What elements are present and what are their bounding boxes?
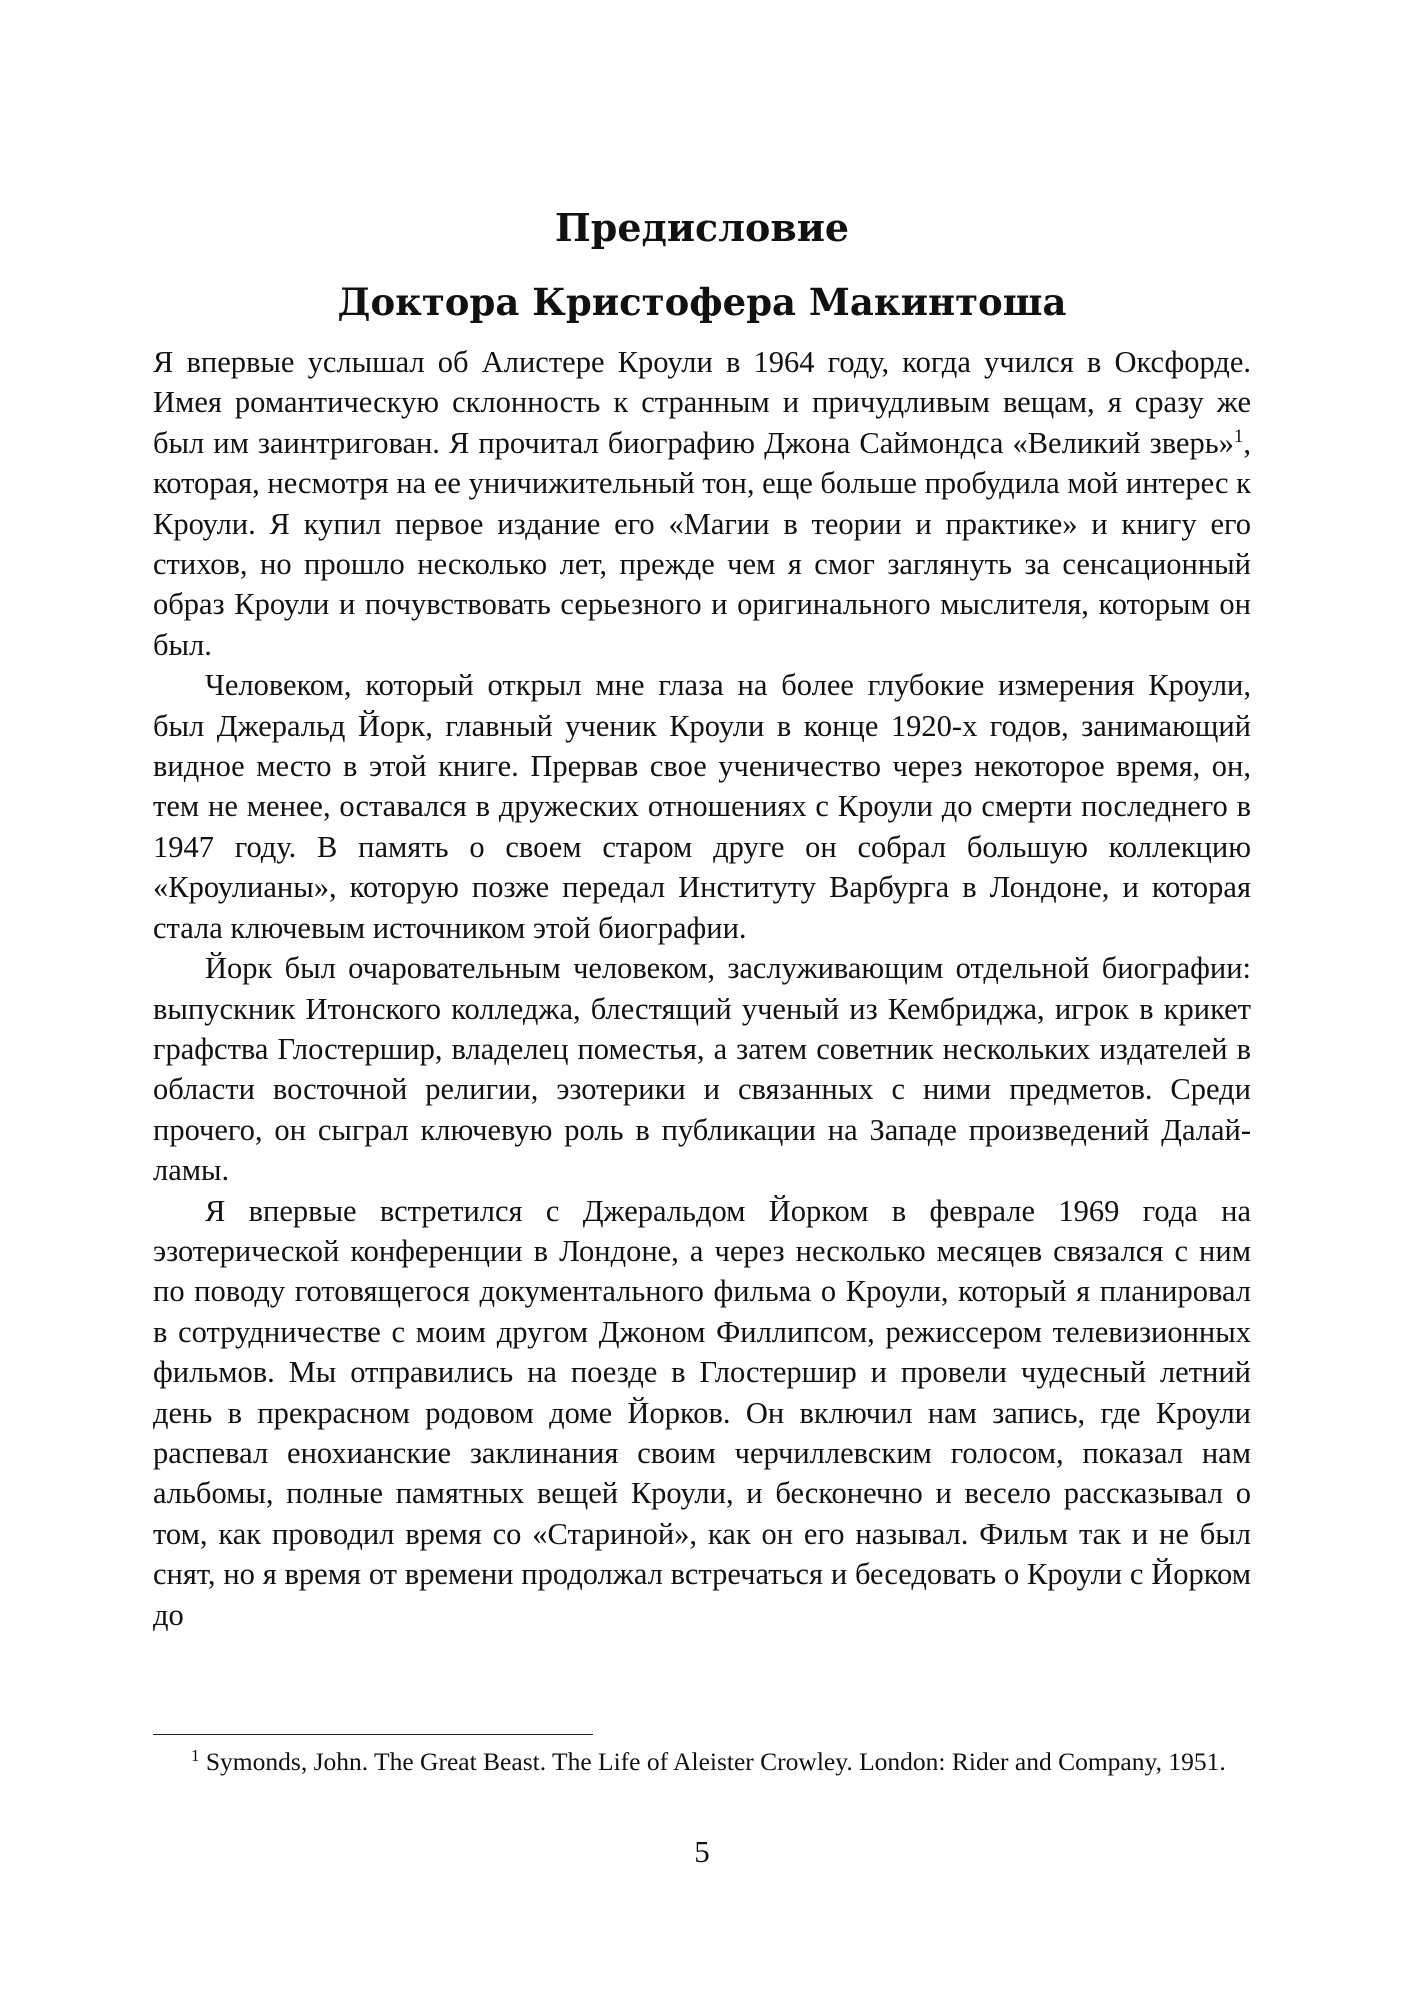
book-page	[153, 0, 1251, 2000]
footnote-number: 1	[191, 1745, 200, 1765]
page-number: 5	[694, 1834, 710, 1869]
body-text	[153, 342, 1251, 1635]
paragraph-2: Человеком, который открыл мне глаза на более глубокие измерения Кроули, был Джеральд Йорк, главный ученик Кроули в конце 1920-х годов, занимающий видное место в этой книге. Прервав свое ученичество через некоторое время, он, тем не менее, оставался в дружеских отношениях с Кроули до смерти последнего в 1947 году. В память о своем старом друге он собрал большую коллекцию «Кроулианы», которую позже передал Институту Варбурга в Лондоне, и которая стала ключевым источником этой биографии.	[153, 668, 1251, 945]
paragraph-3: Йорк был очаровательным человеком, заслуживающим отдельной биографии: выпускник Итонского колледжа, блестящий ученый из Кембриджа, игрок в крикет графства Глостершир, владелец поместья, а затем советник нескольких издателей в области восточной религии, эзотерики и связанных с ними предметов. Среди прочего, он сыграл ключевую роль в публикации на Западе произведений Далай-ламы.	[153, 951, 1251, 1188]
paragraph-1	[153, 342, 1251, 665]
paragraph-1-text-before: Я впервые услышал об Алистере Кроули в 1964 году, когда учился в Оксфорде. Имея романтическую склонность к странным и причудливым вещам, я сразу же был им заинтригован. Я прочитал биографию Джона Саймондса «Великий зверь»	[153, 345, 1251, 460]
chapter-title: Предисловие	[554, 205, 850, 250]
footnote	[153, 1744, 1251, 1780]
footnote-text: Symonds, John. The Great Beast. The Life of Aleister Crowley. London: Rider and Company, 1951.	[199, 1747, 1226, 1776]
footnote-reference[interactable]: 1	[1233, 425, 1244, 447]
chapter-subtitle: Доктора Кристофера Макинтоша	[337, 280, 1067, 324]
paragraph-4: Я впервые встретился с Джеральдом Йорком в феврале 1969 года на эзотерической конференции в Лондоне, а через несколько месяцев связался с ним по поводу готовящегося документального фильма о Кроули, который я планировал в сотрудничестве с моим другом Джоном Филлипсом, режиссером телевизионных фильмов. Мы отправились на поезде в Глостершир и провели чудесный летний день в прекрасном родовом доме Йорков. Он включил нам запись, где Кроули распевал енохианские заклинания своим черчиллевским голосом, показал нам альбомы, полные памятных вещей Кроули, и бесконечно и весело рассказывал о том, как проводил время со «Стариной», как он его называл. Фильм так и не был снят, но я время от времени продолжал встречаться и беседовать о Кроули с Йорком до	[153, 1193, 1251, 1632]
footnote-divider	[153, 1734, 593, 1735]
paragraph-1-text-after: , которая, несмотря на ее уничижительный тон, еще больше пробудила мой интерес к Кроули. Я купил первое издание его «Магии в теории и практике» и книгу его стихов, но прошло несколько лет, прежде чем я смог заглянуть за сенсационный образ Кроули и почувствовать серьезного и оригинального мыслителя, которым он был.	[153, 425, 1251, 662]
